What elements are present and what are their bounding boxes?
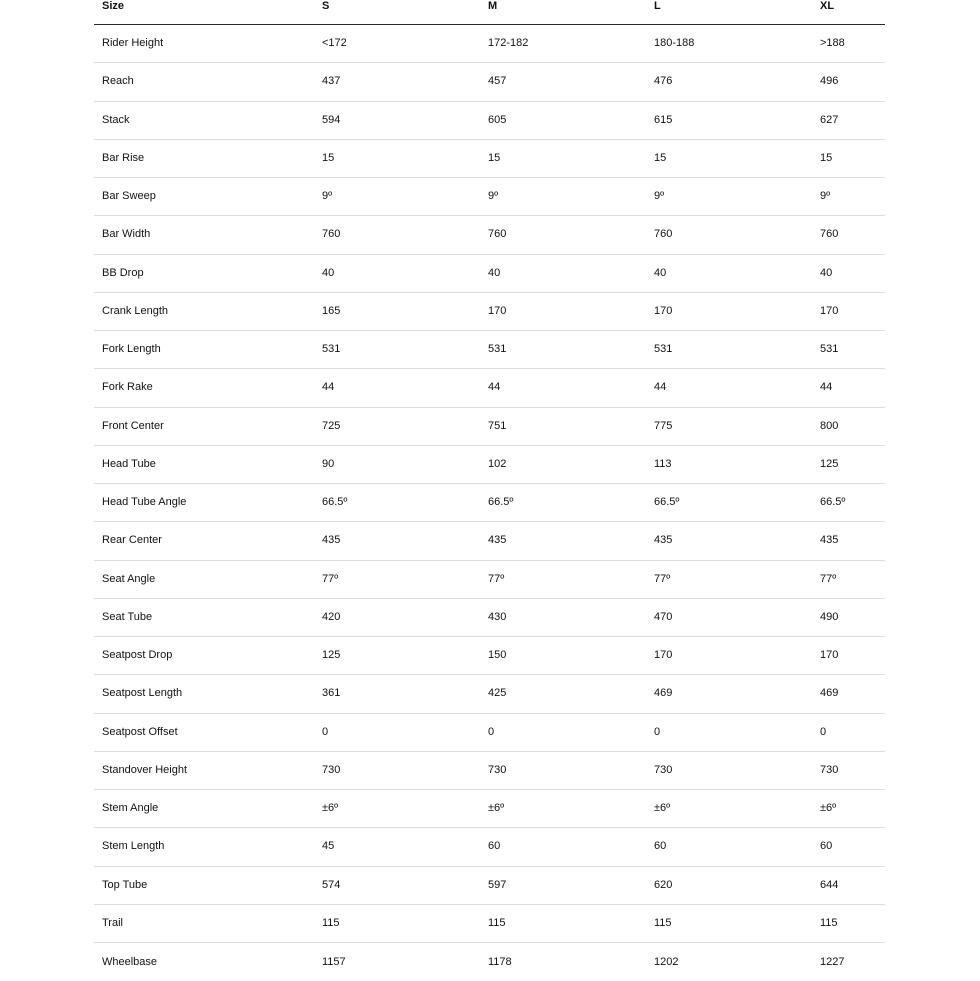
row-value: 730: [488, 763, 507, 776]
table-row: [94, 25, 885, 63]
row-label: Bar Rise: [102, 151, 145, 164]
row-value: 800: [820, 419, 839, 432]
table-row: [94, 752, 885, 790]
row-label: Seat Tube: [102, 610, 153, 623]
row-value: 9º: [322, 190, 333, 203]
row-value: 102: [488, 457, 507, 470]
row-label: Seat Angle: [102, 572, 156, 585]
table-row: [94, 216, 885, 254]
row-label: Front Center: [102, 419, 164, 432]
row-label: Head Tube: [102, 457, 156, 470]
row-value: 180-188: [654, 37, 695, 50]
row-label: Bar Width: [102, 228, 151, 241]
row-value: 760: [488, 228, 507, 241]
row-value: 0: [654, 725, 661, 738]
row-value: 457: [488, 75, 507, 88]
row-label: Seatpost Drop: [102, 649, 173, 662]
row-value: 9º: [654, 190, 665, 203]
row-value: 775: [654, 419, 673, 432]
row-value: 77º: [488, 572, 505, 585]
row-label: BB Drop: [102, 266, 144, 279]
row-value: ±6º: [322, 802, 339, 815]
row-value: 531: [322, 343, 341, 356]
row-value: 165: [322, 304, 341, 317]
row-value: 90: [322, 457, 335, 470]
row-value: 430: [488, 610, 507, 623]
row-value: 113: [654, 457, 672, 470]
row-value: 15: [488, 151, 501, 164]
header-l: L: [654, 0, 661, 12]
row-label: Standover Height: [102, 763, 187, 776]
row-value: 115: [322, 916, 340, 929]
row-value: 40: [488, 266, 501, 279]
row-value: 644: [820, 878, 839, 891]
row-label: Wheelbase: [102, 955, 158, 968]
row-label: Stem Length: [102, 840, 165, 853]
row-value: 476: [654, 75, 673, 88]
row-value: 66.5º: [654, 496, 680, 509]
row-value: 44: [820, 381, 833, 394]
row-value: 469: [820, 687, 839, 700]
row-value: 760: [322, 228, 341, 241]
row-value: 420: [322, 610, 341, 623]
row-label: Seatpost Length: [102, 687, 183, 700]
row-value: 15: [654, 151, 667, 164]
row-value: 15: [322, 151, 335, 164]
row-value: <172: [322, 37, 347, 50]
table-row: [94, 714, 885, 752]
row-value: 469: [654, 687, 673, 700]
row-label: Crank Length: [102, 304, 169, 317]
row-value: 597: [488, 878, 507, 891]
row-value: >188: [820, 37, 845, 50]
row-value: 40: [322, 266, 335, 279]
table-row: [94, 102, 885, 140]
row-value: 730: [820, 763, 839, 776]
row-value: 1157: [322, 955, 346, 968]
table-row: [94, 867, 885, 905]
row-value: 1178: [488, 955, 512, 968]
row-label: Head Tube Angle: [102, 496, 187, 509]
row-value: 45: [322, 840, 335, 853]
row-value: 66.5º: [820, 496, 846, 509]
row-value: 627: [820, 113, 839, 126]
row-label: Stem Angle: [102, 802, 159, 815]
row-value: 437: [322, 75, 341, 88]
table-row: [94, 905, 885, 943]
row-value: 435: [654, 534, 673, 547]
row-value: 425: [488, 687, 507, 700]
row-value: 77º: [820, 572, 837, 585]
row-label: Rider Height: [102, 37, 164, 50]
row-value: 170: [820, 649, 839, 662]
geometry-table: [94, 0, 885, 981]
table-row: [94, 561, 885, 599]
row-label: Bar Sweep: [102, 190, 156, 203]
row-value: 1227: [820, 955, 845, 968]
row-label: Top Tube: [102, 878, 148, 891]
row-value: 725: [322, 419, 341, 432]
row-value: 490: [820, 610, 839, 623]
row-value: 125: [322, 649, 341, 662]
row-value: 66.5º: [488, 496, 514, 509]
table-row: [94, 178, 885, 216]
row-value: 435: [820, 534, 839, 547]
row-value: 531: [820, 343, 839, 356]
row-value: 77º: [322, 572, 339, 585]
table-row: [94, 943, 885, 981]
table-row: [94, 675, 885, 713]
row-value: 172-182: [488, 37, 529, 50]
row-value: 60: [654, 840, 667, 853]
row-value: 0: [488, 725, 495, 738]
row-value: 115: [488, 916, 506, 929]
row-label: Seatpost Offset: [102, 725, 178, 738]
table-body: [94, 25, 885, 981]
table-row: [94, 369, 885, 407]
row-label: Fork Rake: [102, 381, 153, 394]
row-value: 44: [488, 381, 501, 394]
row-value: 594: [322, 113, 341, 126]
table-row: [94, 140, 885, 178]
row-value: 40: [820, 266, 833, 279]
header-m: M: [488, 0, 498, 12]
table-row: [94, 446, 885, 484]
row-label: Trail: [102, 916, 123, 929]
row-value: 60: [488, 840, 501, 853]
row-label: Stack: [102, 113, 130, 126]
header-xl: XL: [820, 0, 835, 12]
table-row: [94, 63, 885, 101]
row-value: 115: [820, 916, 838, 929]
row-label: Reach: [102, 75, 134, 88]
row-value: 435: [322, 534, 341, 547]
row-value: 751: [488, 419, 507, 432]
table-row: [94, 255, 885, 293]
row-value: 605: [488, 113, 507, 126]
row-value: 0: [820, 725, 827, 738]
row-value: 77º: [654, 572, 671, 585]
row-value: ±6º: [654, 802, 671, 815]
row-value: 15: [820, 151, 833, 164]
row-value: 730: [654, 763, 673, 776]
row-value: 44: [654, 381, 667, 394]
table-row: [94, 522, 885, 560]
row-value: ±6º: [820, 802, 837, 815]
row-value: 125: [820, 457, 839, 470]
row-value: 531: [654, 343, 673, 356]
header-size: Size: [102, 0, 125, 12]
row-value: 760: [820, 228, 839, 241]
row-label: Rear Center: [102, 534, 162, 547]
row-value: 620: [654, 878, 673, 891]
row-value: 44: [322, 381, 335, 394]
table-row: [94, 293, 885, 331]
row-value: 170: [488, 304, 507, 317]
row-value: 40: [654, 266, 667, 279]
row-value: 170: [654, 649, 673, 662]
row-value: 60: [820, 840, 833, 853]
table-row: [94, 331, 885, 369]
row-value: 1202: [654, 955, 679, 968]
row-value: 435: [488, 534, 507, 547]
row-value: 0: [322, 725, 329, 738]
row-value: ±6º: [488, 802, 505, 815]
table-row: [94, 484, 885, 522]
row-value: 66.5º: [322, 496, 348, 509]
row-value: 170: [820, 304, 839, 317]
row-value: 170: [654, 304, 673, 317]
table-row: [94, 408, 885, 446]
row-value: 361: [322, 687, 341, 700]
row-value: 115: [654, 916, 672, 929]
row-value: 9º: [820, 190, 831, 203]
header-s: S: [322, 0, 330, 12]
row-value: 615: [654, 113, 673, 126]
table-header-row: [94, 0, 885, 25]
row-value: 531: [488, 343, 507, 356]
row-value: 730: [322, 763, 341, 776]
row-value: 470: [654, 610, 673, 623]
table-row: [94, 637, 885, 675]
row-value: 150: [488, 649, 507, 662]
table-row: [94, 828, 885, 866]
row-value: 760: [654, 228, 673, 241]
row-label: Fork Length: [102, 343, 161, 356]
table-row: [94, 599, 885, 637]
row-value: 574: [322, 878, 341, 891]
table-row: [94, 790, 885, 828]
row-value: 9º: [488, 190, 499, 203]
row-value: 496: [820, 75, 839, 88]
